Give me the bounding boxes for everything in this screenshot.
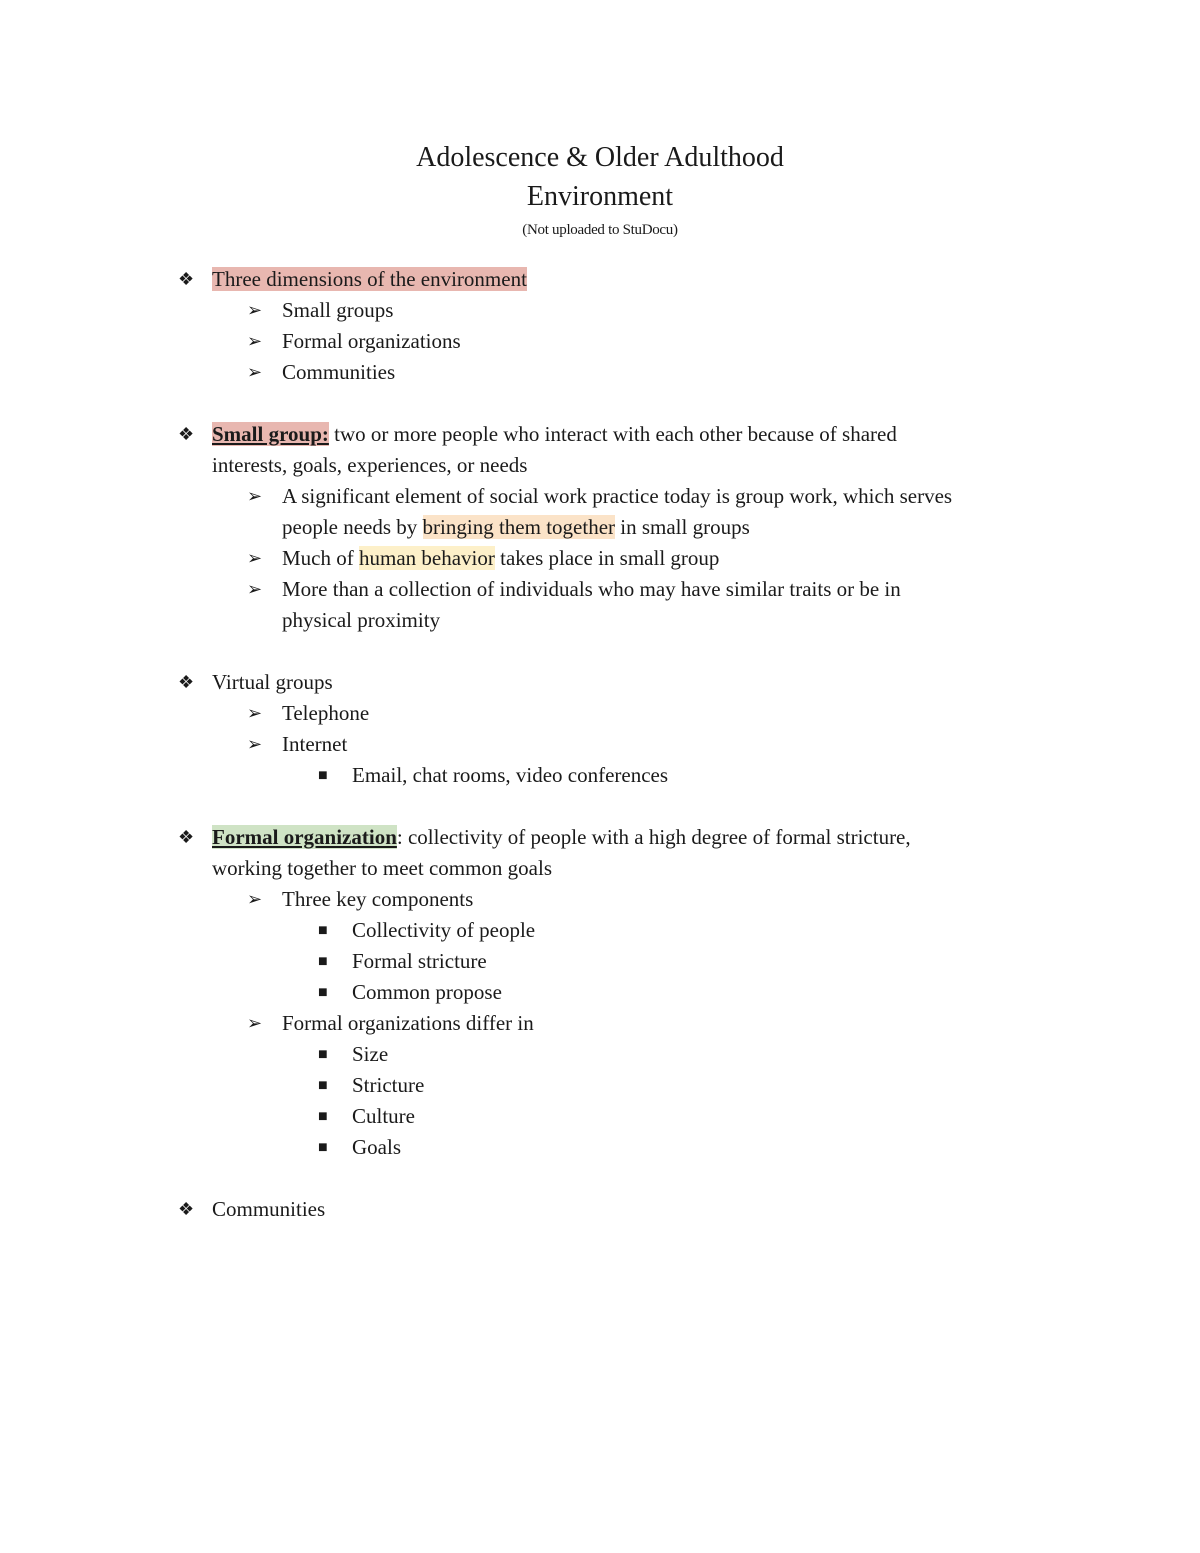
list-item-text: Collectivity of people [352, 918, 536, 942]
list-item-text: people needs by [282, 515, 423, 539]
arrow-bullet-icon: ➢ [247, 734, 263, 754]
list-item-text: Three key components [282, 887, 474, 911]
list-item [0, 357, 1200, 388]
list-item [0, 419, 1200, 450]
square-bullet-icon: ■ [318, 767, 328, 784]
list-item-text: Much of [282, 546, 359, 570]
diamond-bullet-icon: ❖ [178, 827, 195, 847]
square-bullet-icon: ■ [318, 953, 328, 970]
list-item [0, 295, 1200, 326]
list-item [0, 1101, 1200, 1132]
notes-body [0, 264, 1200, 1225]
square-bullet-icon: ■ [318, 1108, 328, 1125]
list-item [0, 822, 1200, 853]
square-bullet-icon: ■ [318, 1046, 328, 1063]
square-bullet-icon: ■ [318, 1077, 328, 1094]
arrow-bullet-icon: ➢ [247, 889, 263, 909]
square-bullet-icon: ■ [318, 1139, 328, 1156]
diamond-bullet-icon: ❖ [178, 269, 195, 289]
document-subtitle: (Not uploaded to StuDocu) [522, 222, 678, 238]
list-item [0, 760, 1200, 791]
list-item-text: Formal stricture [352, 949, 487, 973]
arrow-bullet-icon: ➢ [247, 331, 263, 351]
list-item-text: Telephone [282, 701, 370, 725]
arrow-bullet-icon: ➢ [247, 362, 263, 382]
list-item [0, 884, 1200, 915]
list-item-text: Email, chat rooms, video conferences [352, 763, 669, 787]
formal-organization-definition-cont: working together to meet common goals [212, 856, 553, 880]
list-item-text: Stricture [352, 1073, 425, 1097]
list-item [0, 1039, 1200, 1070]
formal-organization-definition: : collectivity of people with a high degree of formal stricture, [396, 825, 911, 849]
list-item-text: Small groups [282, 298, 394, 322]
arrow-bullet-icon: ➢ [247, 1013, 263, 1033]
list-item [0, 698, 1200, 729]
small-group-definition-cont: interests, goals, experiences, or needs [212, 453, 528, 477]
list-item-text: Communities [282, 360, 396, 384]
document-title-topic: Environment [526, 181, 674, 212]
list-item-text: Formal organizations [282, 329, 461, 353]
diamond-bullet-icon: ❖ [178, 1199, 195, 1219]
list-item [0, 543, 1200, 574]
list-item-text: More than a collection of individuals who may have similar traits or be in [282, 577, 901, 601]
list-item [0, 326, 1200, 357]
list-item-text: Culture [352, 1104, 415, 1128]
square-bullet-icon: ■ [318, 922, 328, 939]
list-item-text: physical proximity [282, 608, 441, 632]
list-item-text: in small groups [615, 515, 750, 539]
communities-heading: Communities [212, 1197, 326, 1221]
arrow-bullet-icon: ➢ [247, 703, 263, 723]
virtual-groups-heading: Virtual groups [212, 670, 333, 694]
list-item [0, 1008, 1200, 1039]
list-item-text: Size [352, 1042, 389, 1066]
diamond-bullet-icon: ❖ [178, 672, 195, 692]
list-item-text: Internet [282, 732, 348, 756]
formal-organization-term: Formal organization [212, 825, 397, 849]
list-item-text: takes place in small group [494, 546, 720, 570]
list-item [0, 667, 1200, 698]
small-group-definition: two or more people who interact with each other because of shared [328, 422, 897, 446]
list-item [0, 729, 1200, 760]
list-item-continuation [0, 512, 1200, 543]
square-bullet-icon: ■ [318, 984, 328, 1001]
list-item [0, 1070, 1200, 1101]
list-item-continuation [0, 853, 1200, 884]
list-item-text: Common propose [352, 980, 502, 1004]
document-title: Adolescence & Older Adulthood [416, 142, 784, 173]
list-item [0, 264, 1200, 295]
list-item-continuation [0, 605, 1200, 636]
diamond-bullet-icon: ❖ [178, 424, 195, 444]
list-item [0, 1132, 1200, 1163]
list-item-continuation [0, 450, 1200, 481]
arrow-bullet-icon: ➢ [247, 579, 263, 599]
list-item [0, 1194, 1200, 1225]
list-item [0, 977, 1200, 1008]
list-item [0, 574, 1200, 605]
dimensions-heading: Three dimensions of the environment [212, 267, 527, 291]
highlighted-phrase: bringing them together [422, 515, 616, 539]
title-block [0, 138, 1200, 241]
list-item [0, 915, 1200, 946]
list-item [0, 946, 1200, 977]
list-item [0, 481, 1200, 512]
small-group-term: Small group: [212, 422, 329, 446]
arrow-bullet-icon: ➢ [247, 300, 263, 320]
list-item-text: A significant element of social work practice today is group work, which serves [282, 484, 953, 508]
highlighted-phrase: human behavior [359, 546, 495, 570]
arrow-bullet-icon: ➢ [247, 548, 263, 568]
arrow-bullet-icon: ➢ [247, 486, 263, 506]
list-item-text: Goals [352, 1135, 401, 1159]
list-item-text: Formal organizations differ in [282, 1011, 534, 1035]
